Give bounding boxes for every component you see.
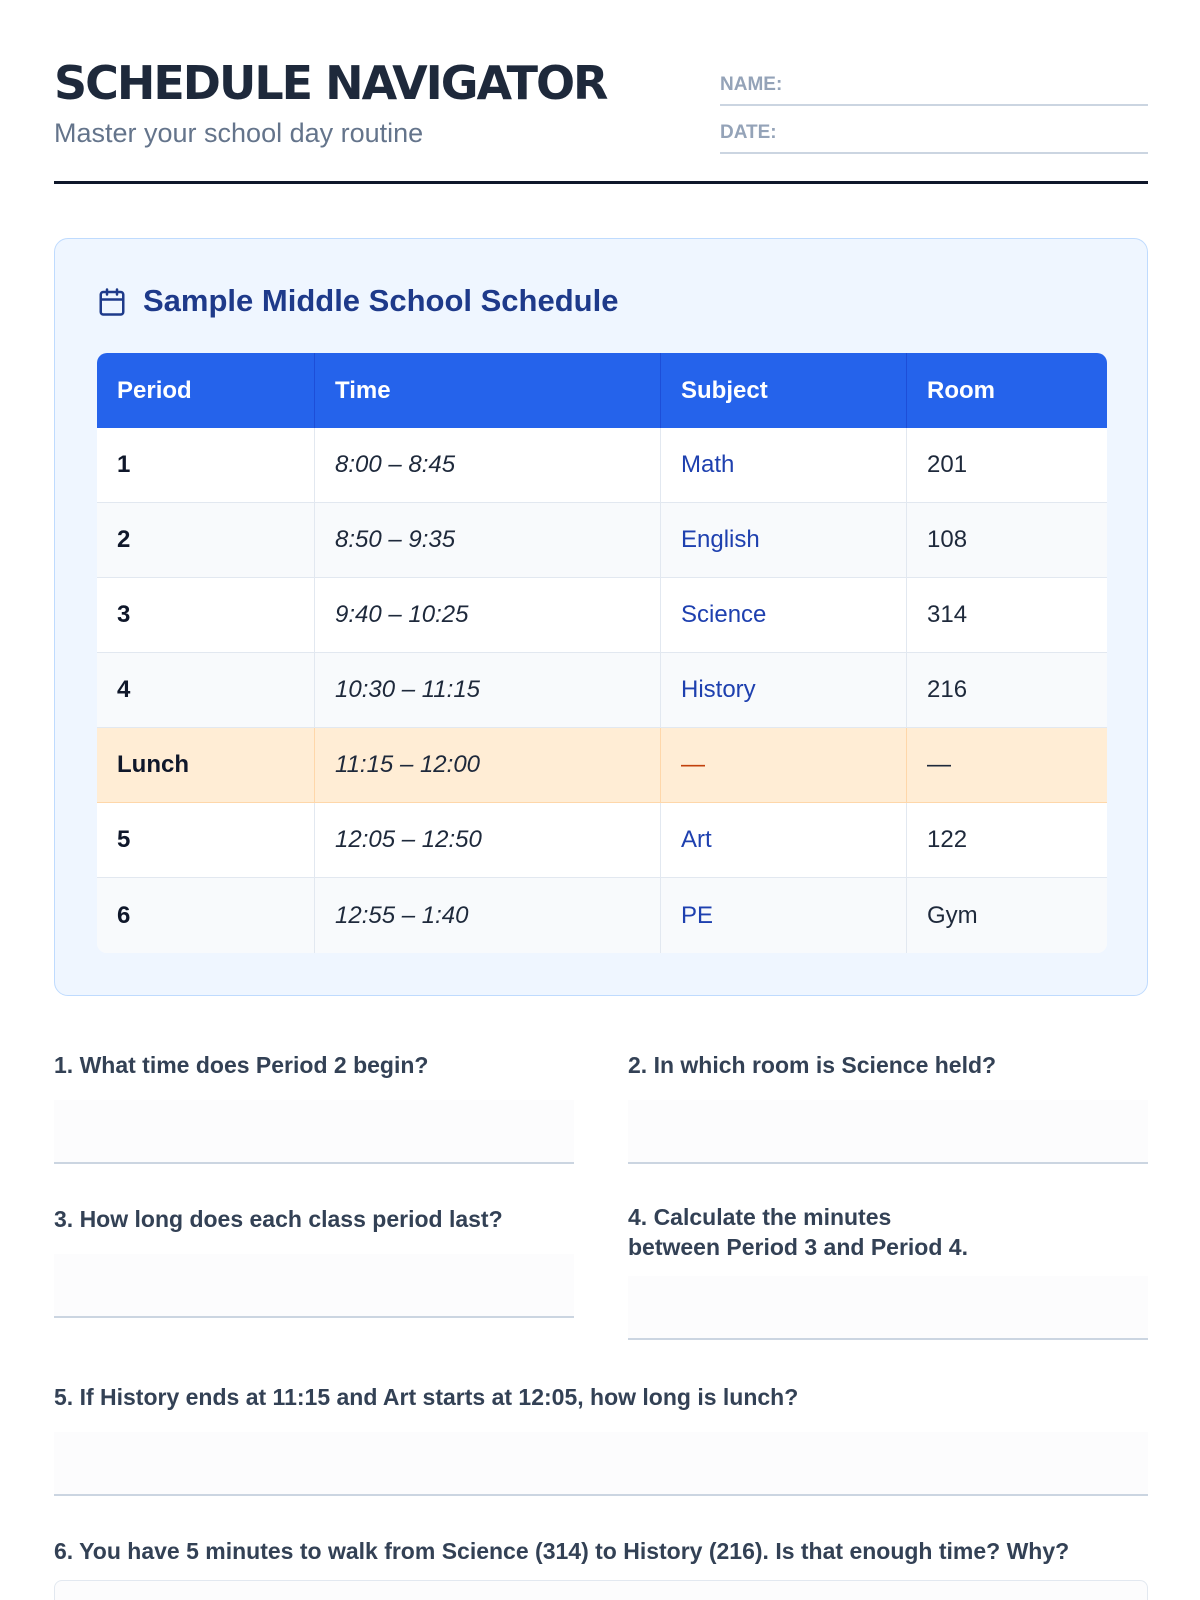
column-header-time: Time — [315, 353, 661, 428]
column-header-subject: Subject — [661, 353, 907, 428]
room-cell: 201 — [907, 428, 1107, 503]
period-cell: 1 — [97, 428, 315, 503]
period-cell: 6 — [97, 878, 315, 953]
room-cell: 216 — [907, 653, 1107, 728]
column-header-period: Period — [97, 353, 315, 428]
question-6-text: 6. You have 5 minutes to walk from Science (314) to History (216). Is that enough time? Why? — [54, 1538, 1070, 1564]
question-4-text-line-2: between Period 3 and Period 4. — [628, 1234, 968, 1260]
table-row — [97, 653, 1107, 728]
name-field[interactable] — [720, 62, 1148, 106]
name-field-label: NAME: — [720, 74, 783, 95]
period-cell: Lunch — [97, 728, 315, 803]
time-cell: 10:30 – 11:15 — [315, 653, 661, 728]
subject-cell: PE — [661, 878, 907, 953]
period-cell: 3 — [97, 578, 315, 653]
period-cell: 5 — [97, 803, 315, 878]
table-row — [97, 878, 1107, 953]
question-1 — [54, 1050, 574, 1166]
room-cell: Gym — [907, 878, 1107, 953]
schedule-card — [54, 238, 1148, 996]
time-cell: 9:40 – 10:25 — [315, 578, 661, 653]
subject-cell: English — [661, 503, 907, 578]
question-2 — [628, 1050, 1148, 1166]
lunch-row — [97, 728, 1107, 803]
table-header-row — [97, 353, 1107, 428]
time-cell: 12:05 – 12:50 — [315, 803, 661, 878]
subject-cell: — — [661, 728, 907, 803]
time-cell: 12:55 – 1:40 — [315, 878, 661, 953]
period-cell: 4 — [97, 653, 315, 728]
page-title: SCHEDULE NAVIGATOR — [54, 56, 607, 110]
question-5-text: 5. If History ends at 11:15 and Art starts at 12:05, how long is lunch? — [54, 1384, 799, 1410]
question-6-answer-field[interactable] — [54, 1580, 1148, 1600]
subject-cell: Science — [661, 578, 907, 653]
room-cell: 122 — [907, 803, 1107, 878]
question-1-answer-field[interactable] — [54, 1100, 574, 1164]
room-cell: — — [907, 728, 1107, 803]
time-cell: 8:00 – 8:45 — [315, 428, 661, 503]
question-1-text: 1. What time does Period 2 begin? — [54, 1052, 429, 1078]
calendar-icon — [97, 287, 127, 317]
question-5-answer-field[interactable] — [54, 1432, 1148, 1496]
date-field-label: DATE: — [720, 122, 777, 143]
room-cell: 314 — [907, 578, 1107, 653]
column-header-room: Room — [907, 353, 1107, 428]
question-4-text-line-1: 4. Calculate the minutes — [628, 1204, 892, 1230]
question-3-answer-field[interactable] — [54, 1254, 574, 1318]
subject-cell: History — [661, 653, 907, 728]
page-subtitle: Master your school day routine — [54, 118, 424, 148]
table-row — [97, 578, 1107, 653]
subject-cell: Art — [661, 803, 907, 878]
question-2-answer-field[interactable] — [628, 1100, 1148, 1164]
time-cell: 11:15 – 12:00 — [315, 728, 661, 803]
date-field[interactable] — [720, 110, 1148, 154]
table-row — [97, 428, 1107, 503]
question-6 — [54, 1536, 1148, 1600]
question-3-text: 3. How long does each class period last? — [54, 1206, 503, 1232]
schedule-table — [97, 353, 1107, 953]
schedule-title: Sample Middle School Schedule — [143, 283, 619, 318]
question-3 — [54, 1204, 574, 1320]
time-cell: 8:50 – 9:35 — [315, 503, 661, 578]
question-5 — [54, 1382, 1148, 1498]
period-cell: 2 — [97, 503, 315, 578]
room-cell: 108 — [907, 503, 1107, 578]
question-4 — [628, 1202, 1148, 1342]
subject-cell: Math — [661, 428, 907, 503]
page-header — [54, 52, 1148, 184]
table-row — [97, 503, 1107, 578]
table-row — [97, 803, 1107, 878]
question-4-answer-field[interactable] — [628, 1276, 1148, 1340]
question-2-text: 2. In which room is Science held? — [628, 1052, 997, 1078]
